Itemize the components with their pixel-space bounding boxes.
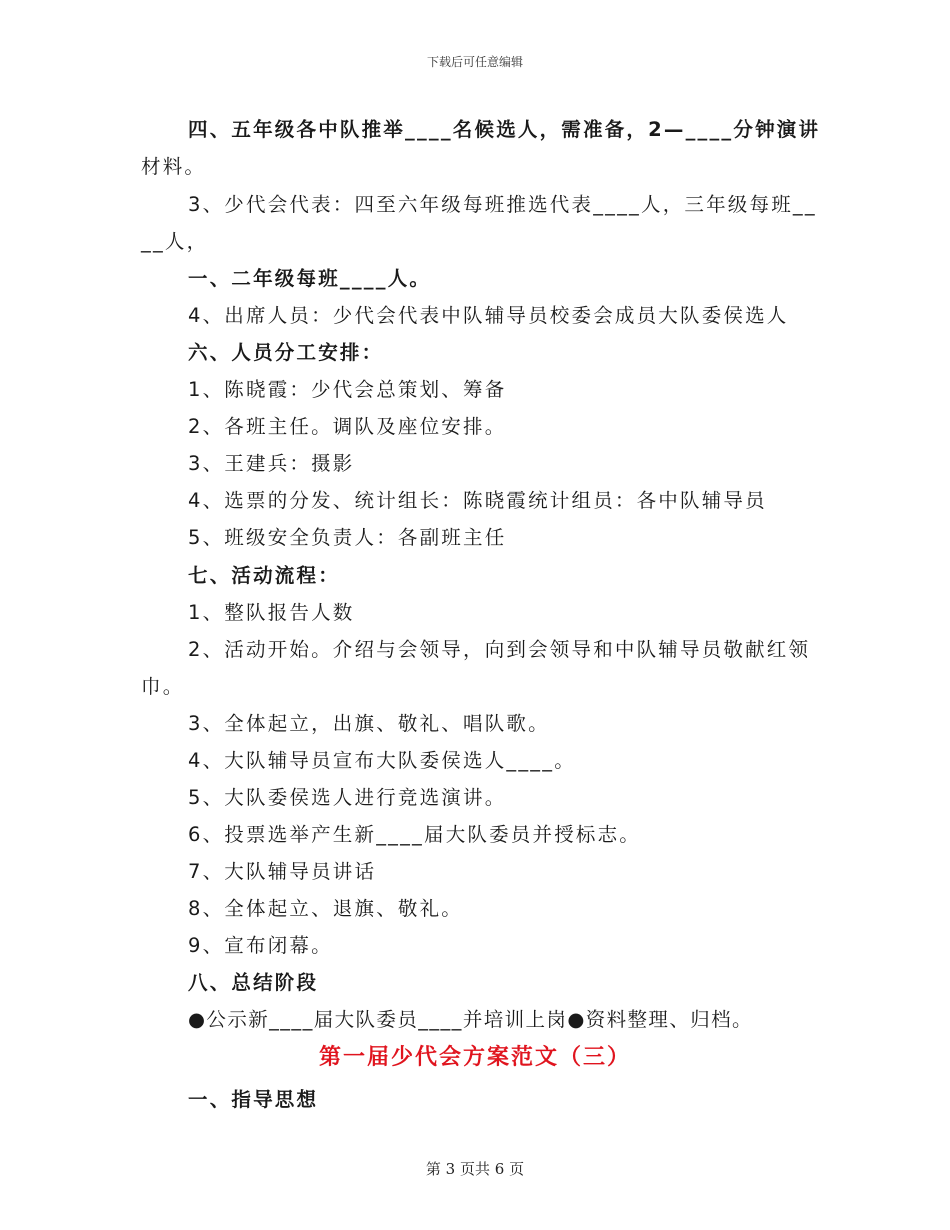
section-title: 第一届少代会方案范文（三）	[318, 1045, 631, 1070]
list-item: 4、大队辅导员宣布大队委侯选人____。	[188, 749, 576, 772]
list-item: 巾。	[141, 675, 185, 698]
paragraph-line: 材料。	[141, 155, 207, 178]
page-header: 下载后可任意编辑	[426, 55, 523, 69]
list-item: 1、整队报告人数	[188, 601, 355, 624]
section-heading: 八、总结阶段	[188, 971, 319, 994]
list-item: 6、投票选举产生新____届大队委员并授标志。	[188, 823, 642, 846]
list-item: 5、大队委侯选人进行竞选演讲。	[188, 786, 507, 809]
list-item: 9、宣布闭幕。	[188, 934, 333, 957]
paragraph-line: 3、少代会代表：四至六年级每班推选代表____人，三年级每班__	[188, 193, 817, 216]
paragraph-line: __人，	[141, 230, 209, 253]
paragraph-line: 四、五年级各中队推举____名候选人，需准备，2—____分钟演讲	[188, 118, 821, 141]
list-item: 5、班级安全负责人：各副班主任	[188, 526, 507, 549]
list-item: 4、选票的分发、统计组长：陈晓霞统计组员：各中队辅导员	[188, 489, 767, 512]
list-item: 3、王建兵：摄影	[188, 452, 355, 475]
paragraph-line: 一、二年级每班____人。	[188, 267, 432, 290]
page-footer: 第 3 页共 6 页	[425, 1160, 525, 1178]
list-item: 7、大队辅导员讲话	[188, 860, 377, 883]
subheading: 一、指导思想	[188, 1088, 319, 1111]
list-item: 1、陈晓霞：少代会总策划、筹备	[188, 378, 507, 401]
section-heading: 六、人员分工安排：	[188, 341, 384, 364]
section-heading: 七、活动流程：	[188, 564, 340, 587]
list-item: 8、全体起立、退旗、敬礼。	[188, 897, 464, 920]
list-item: 3、全体起立，出旗、敬礼、唱队歌。	[188, 712, 550, 735]
paragraph-line: ●公示新____届大队委员____并培训上岗●资料整理、归档。	[188, 1008, 753, 1031]
paragraph-line: 4、出席人员：少代会代表中队辅导员校委会成员大队委侯选人	[188, 304, 789, 327]
list-item: 2、各班主任。调队及座位安排。	[188, 415, 507, 438]
list-item: 2、活动开始。介绍与会领导，向到会领导和中队辅导员敬献红领	[188, 638, 811, 661]
